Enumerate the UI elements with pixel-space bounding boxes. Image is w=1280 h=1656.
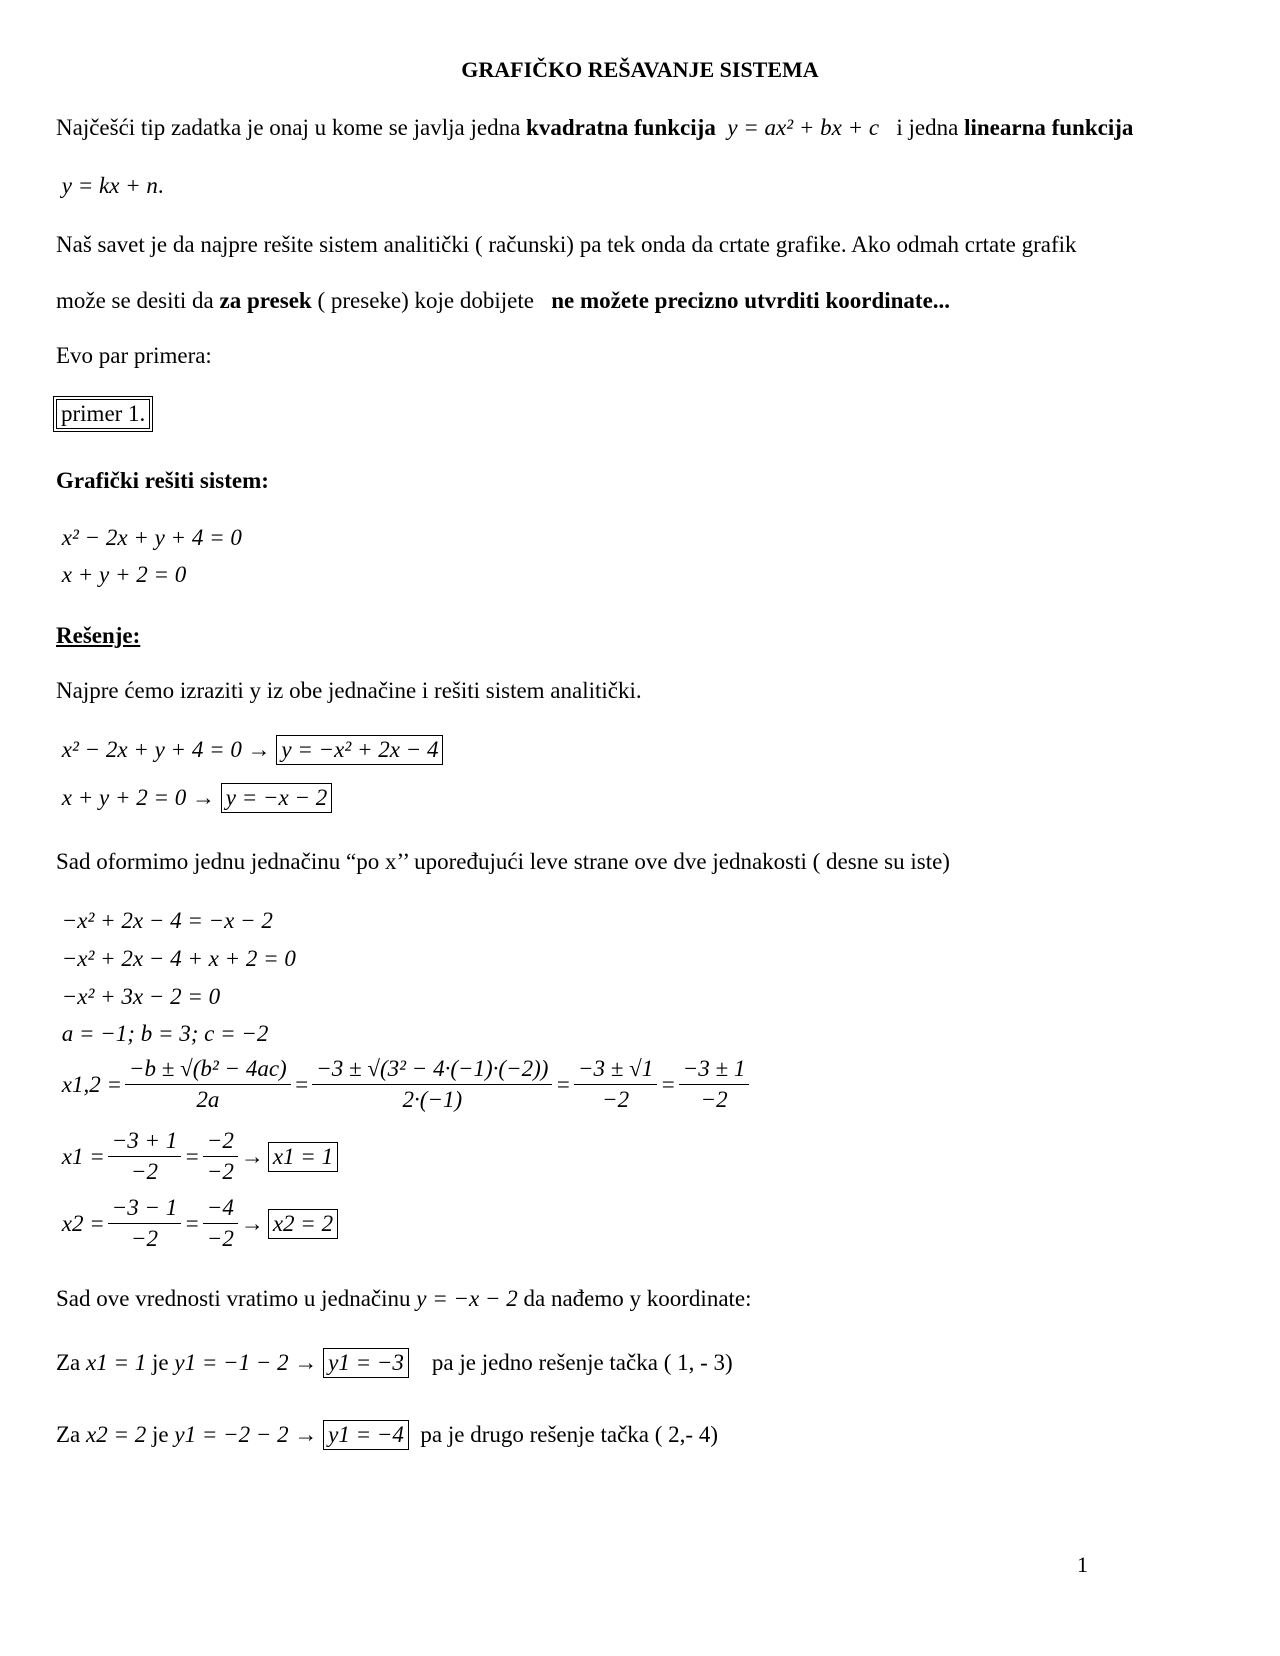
result-point-2	[56, 1420, 718, 1450]
formula-linear: y = −x − 2	[416, 1286, 518, 1311]
denominator: −2	[700, 1087, 728, 1113]
body-text: pa je jedno rešenje tačka ( 1, - 3)	[431, 1350, 733, 1375]
denominator: 2a	[196, 1087, 220, 1113]
body-text: je	[146, 1422, 175, 1447]
example-label-box: primer 1.	[56, 399, 150, 429]
denominator: −2	[206, 1226, 234, 1252]
numerator: −3 ± √1	[574, 1056, 657, 1085]
numerator: −2	[203, 1128, 238, 1157]
quadratic-formula: x1,2 = $\frac{\text{−b ± √(b² − 4ac)}}{2a}$ = $\frac{\text{−3 ± √(3² − 4·(−1)·(−2))}}{2\cdot(-1)}$ = $\frac{-3 \pm √1}{-2}$ = $\frac{-3 \pm 1}{-2}$	[56, 1056, 752, 1114]
equation-text: x + y + 2 = 0 →	[61, 785, 215, 810]
denominator: −2	[130, 1226, 159, 1252]
equation-text: a = −1; b = 3; c = −2	[61, 1021, 269, 1046]
equation-text: x + y + 2 = 0	[61, 562, 187, 587]
fraction	[574, 1056, 657, 1114]
numerator: −3 − 1	[108, 1195, 182, 1224]
intro-paragraph-2: Naš savet je da najpre rešite sistem analitički ( računski) pa tek onda da crtate grafike. Ako odmah crtate grafik	[56, 232, 1077, 257]
term-quadratic: kvadratna funkcija	[526, 115, 716, 140]
denominator: −2	[206, 1159, 234, 1185]
equation-text: x1 =	[61, 1144, 105, 1170]
page-number: 1	[1077, 1552, 1088, 1577]
solution-heading	[56, 622, 140, 650]
solution-step-1: Najpre ćemo izraziti y iz obe jednačine i rešiti sistem analitički.	[56, 678, 642, 703]
formula-linear: y = kx + n	[61, 173, 158, 198]
body-text: Sad ove vrednosti vratimo u jednačinu	[56, 1286, 417, 1311]
equation-text: y1 = −2 − 2 →	[174, 1422, 318, 1447]
intro-paragraph-3	[56, 287, 950, 315]
body-text: Za	[56, 1422, 87, 1447]
calc-line-2	[56, 945, 296, 973]
fraction	[108, 1128, 182, 1186]
fraction	[312, 1056, 552, 1114]
intro-text: ( preseke) koje dobijete	[311, 288, 540, 313]
numerator: −3 + 1	[108, 1128, 182, 1157]
solution-step-2: Sad oformimo jednu jednačinu “po x’’ upoređujući leve strane ove dve jednakosti ( desne su iste)	[56, 849, 950, 874]
boxed-result: y = −x² + 2x − 4	[276, 735, 443, 765]
numerator: −4	[203, 1195, 238, 1224]
equation-text: −x² + 2x − 4 + x + 2 = 0	[61, 946, 296, 971]
boxed-result: x2 = 2	[268, 1209, 338, 1239]
x2-calculation: x2 = $\frac{-3 - 1}{-2}$ = $\frac{-4}{-2}$ → x2 = 2	[56, 1195, 338, 1253]
equation-text: −x² + 2x − 4 = −x − 2	[61, 908, 273, 933]
warning-text: ne možete precizno utvrditi koordinate...	[551, 288, 951, 313]
fraction	[203, 1195, 238, 1253]
numerator: −3 ± √(3² − 4·(−1)·(−2))	[312, 1056, 552, 1085]
intro-paragraph-4: Evo par primera:	[56, 343, 212, 368]
fraction	[679, 1056, 750, 1114]
numerator: −3 ± 1	[679, 1056, 750, 1085]
system-equation-2	[56, 561, 186, 589]
term-linear: linearna funkcija	[964, 115, 1134, 140]
result-point-1	[56, 1348, 733, 1378]
denominator: −2	[602, 1087, 630, 1113]
boxed-result: y1 = −4	[323, 1420, 409, 1450]
x1-calculation: x1 = $\frac{-3 + 1}{-2}$ = $\frac{-2}{-2}$ → x1 = 1	[56, 1128, 338, 1186]
solution-step-3	[56, 1285, 752, 1313]
numerator: −b ± √(b² − 4ac)	[125, 1056, 291, 1085]
body-text: da nađemo y koordinate:	[517, 1286, 752, 1311]
express-y-eq1	[56, 735, 443, 765]
calc-line-1	[56, 907, 273, 935]
intro-paragraph-1	[56, 114, 1133, 142]
solution-heading-text: Rešenje:	[56, 623, 141, 648]
calc-line-4	[56, 1020, 268, 1048]
equation-text: x1,2 =	[61, 1072, 122, 1098]
equation-text: x² − 2x + y + 4 = 0 →	[61, 737, 271, 762]
equation-text: x1 = 1	[86, 1350, 147, 1375]
intro-text: i jedna	[896, 115, 965, 140]
intro-formula-linear: y = kx + n.	[61, 173, 164, 198]
system-equation-1	[56, 524, 242, 552]
fraction	[108, 1195, 182, 1253]
equation-text: y1 = −1 − 2 →	[174, 1350, 318, 1375]
body-text: Za	[56, 1350, 87, 1375]
equation-text: −x² + 3x − 2 = 0	[61, 984, 221, 1009]
fraction	[125, 1056, 291, 1114]
page-title: GRAFIČKO REŠAVANJE SISTEMA	[461, 57, 819, 82]
boxed-result: x1 = 1	[268, 1142, 338, 1172]
boxed-result: y1 = −3	[323, 1348, 409, 1378]
calc-line-3	[56, 983, 220, 1011]
boxed-result: y = −x − 2	[221, 783, 332, 813]
express-y-eq2	[56, 783, 332, 813]
body-text: je	[146, 1350, 175, 1375]
intro-text: može se desiti da	[56, 288, 220, 313]
equation-text: x2 =	[61, 1211, 105, 1237]
task-heading: Grafički rešiti sistem:	[56, 468, 269, 493]
term-intersection: za presek	[219, 288, 312, 313]
formula-quadratic: y = ax² + bx + c	[727, 115, 880, 140]
intro-text: Najčešći tip zadatka je onaj u kome se javlja jedna	[56, 115, 527, 140]
denominator: −2	[130, 1159, 159, 1185]
equation-text: x² − 2x + y + 4 = 0	[61, 525, 242, 550]
body-text: pa je drugo rešenje tačka ( 2,- 4)	[420, 1422, 718, 1447]
denominator: 2·(−1)	[402, 1087, 463, 1113]
example-label	[56, 399, 150, 429]
fraction	[203, 1128, 238, 1186]
equation-text: x2 = 2	[86, 1422, 147, 1447]
